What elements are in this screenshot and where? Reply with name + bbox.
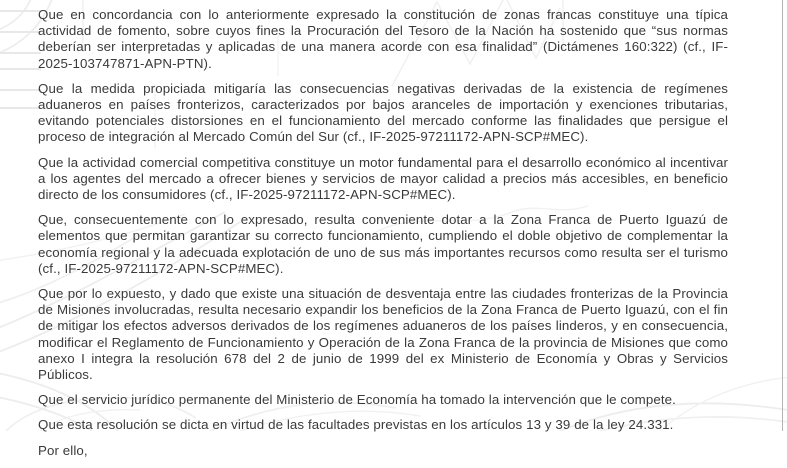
ruled-line [0, 89, 41, 91]
recital-paragraph-6: Que el servicio jurídico permanente del Ministerio de Economía ha tomado la intervención que le compete. [38, 392, 676, 408]
ruled-line [0, 31, 41, 33]
recital-paragraph-2: Que la medida propiciada mitigaría las consecuencias negativas derivadas de la existencia de regímenes aduaneros en países fronterizos, caracterizados por bajos aranceles de importación y exenciones tributarias, evitando potenciales distorsiones en el funcionamiento del mercado conforme las finalidades que persigue el proceso de integración al Mercado Común del Sur (cf., IF-2025-97211172-APN-SCP#MEC). [38, 80, 728, 145]
document-body [38, 7, 728, 468]
recital-paragraph-4: Que, consecuentemente con lo expresado, resulta conveniente dotar a la Zona Franca de Puerto Iguazú de elementos que permitan garantizar su correcto funcionamiento, cumpliendo el doble objetivo de complementar la economía regional y la adecuada explotación de uno de sus más importantes recursos como resulta ser el turismo (cf., IF-2025-97211172-APN-SCP#MEC). [38, 212, 728, 276]
recital-paragraph-5: Que por lo expuesto, y dado que existe una situación de desventaja entre las ciudades fronterizas de la Provincia de Misiones involucradas, resulta necesario expandir los beneficios de la Zona Franca de Puerto Iguazú, con el fin de mitigar los efectos adversos derivados de los regímenes aduaneros de los países linderos, y en consecuencia, modificar el Reglamento de Funcionamiento y Operación de la Zona Franca de la provincia de Misiones que como anexo I integra la resolución 678 del 2 de junio de 1999 del ex Ministerio de Economía y Obras y Servicios Públicos. [38, 286, 728, 383]
recital-paragraph-3: Que la actividad comercial competitiva constituye un motor fundamental para el desarrollo económico al incentivar a los agentes del mercado a ofrecer bienes y servicios de mayor calidad a precios más accesibles, en beneficio directo de los consumidores (cf., IF-2025-97211172-APN-SCP#MEC). [38, 154, 728, 203]
ruled-line [0, 10, 41, 12]
recital-paragraph-7: Que esta resolución se dicta en virtud de las facultades previstas en los artículos 13 y 39 de la ley 24.331. [38, 417, 674, 433]
ruled-line [0, 68, 41, 70]
page-right-border [782, 0, 783, 431]
closing-phrase: Por ello, [38, 442, 88, 458]
ruled-line [0, 107, 41, 109]
recital-paragraph-1: Que en concordancia con lo anteriormente expresado la constitución de zonas francas constituye una típica actividad de fomento, sobre cuyos fines la Procuración del Tesoro de la Nación ha sostenido que “sus normas deberían ser interpretadas y aplicadas de una manera acorde con esa finalidad” (Dictámenes 160:322) (cf., IF-2025-103747871-APN-PTN). [38, 7, 728, 71]
ruled-line [0, 52, 41, 54]
